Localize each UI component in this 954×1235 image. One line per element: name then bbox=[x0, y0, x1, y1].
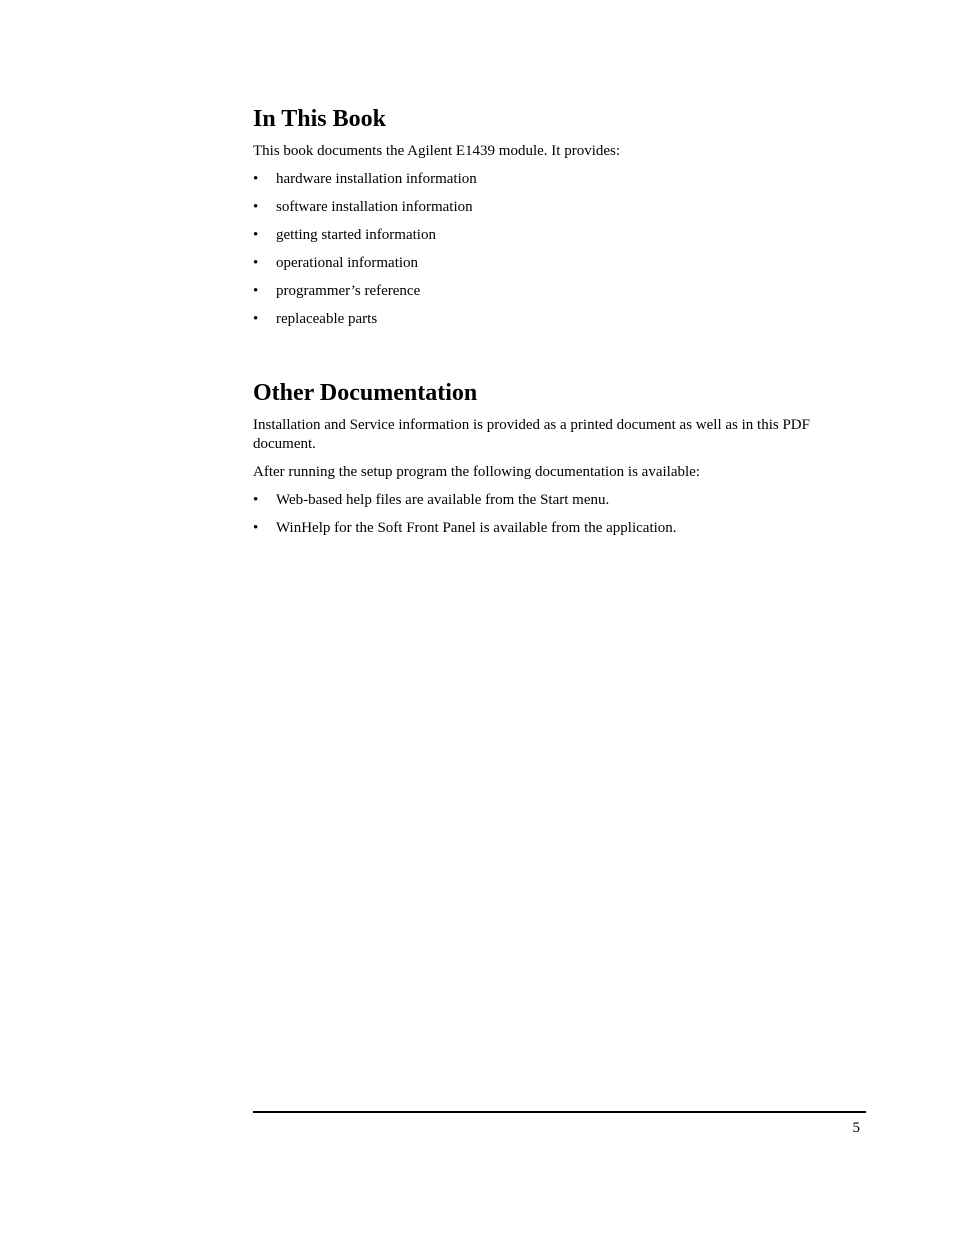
bullet-icon: • bbox=[253, 171, 259, 187]
list-item bbox=[253, 198, 866, 217]
list-item-text: programmer’s reference bbox=[276, 283, 421, 299]
footer-rule bbox=[253, 1111, 866, 1113]
list-item-text: getting started information bbox=[276, 227, 436, 243]
intro-paragraph: This book documents the Agilent E1439 module. It provides: bbox=[253, 143, 621, 159]
list-item bbox=[253, 519, 866, 538]
page-content bbox=[253, 104, 866, 547]
bullet-icon: • bbox=[253, 227, 259, 243]
section-heading-in-this-book: In This Book bbox=[253, 106, 386, 132]
section-in-this-book bbox=[253, 104, 866, 329]
list-item bbox=[253, 491, 866, 510]
bullet-icon: • bbox=[253, 520, 259, 536]
page-number: 5 bbox=[852, 1120, 860, 1136]
section-heading-other-documentation: Other Documentation bbox=[253, 380, 478, 406]
list-item bbox=[253, 226, 866, 245]
list-item bbox=[253, 170, 866, 189]
provides-list bbox=[253, 170, 866, 329]
list-item-text: WinHelp for the Soft Front Panel is available from the application. bbox=[276, 520, 677, 536]
list-item-text: Web-based help files are available from the Start menu. bbox=[276, 492, 610, 508]
section-other-documentation bbox=[253, 378, 866, 538]
setup-paragraph: After running the setup program the following documentation is available: bbox=[253, 464, 700, 480]
installation-paragraph: Installation and Service information is provided as a printed document as well as in this PDF document. bbox=[253, 417, 810, 452]
bullet-icon: • bbox=[253, 283, 259, 299]
bullet-icon: • bbox=[253, 311, 259, 327]
bullet-icon: • bbox=[253, 199, 259, 215]
list-item-text: hardware installation information bbox=[276, 171, 477, 187]
bullet-icon: • bbox=[253, 255, 259, 271]
list-item bbox=[253, 282, 866, 301]
list-item bbox=[253, 254, 866, 273]
list-item-text: replaceable parts bbox=[276, 311, 378, 327]
documentation-list bbox=[253, 491, 866, 538]
list-item bbox=[253, 310, 866, 329]
bullet-icon: • bbox=[253, 492, 259, 508]
list-item-text: operational information bbox=[276, 255, 419, 271]
list-item-text: software installation information bbox=[276, 199, 473, 215]
